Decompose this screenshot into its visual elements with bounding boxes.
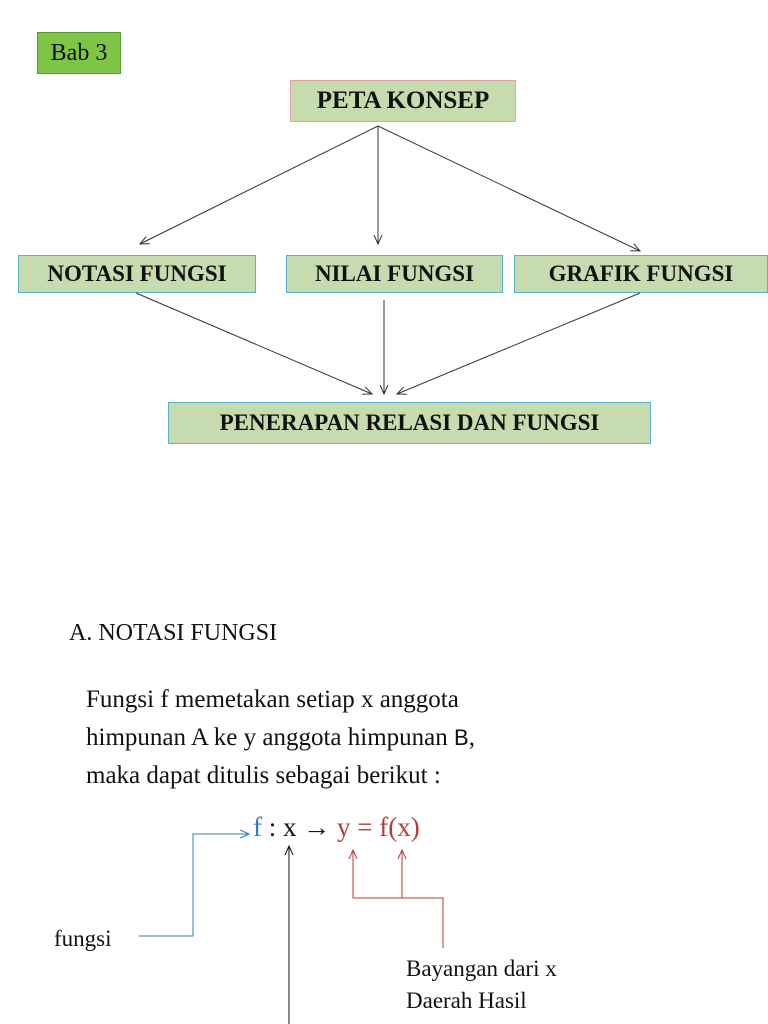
concept-map-title: PETA KONSEP [290, 80, 516, 122]
label-fungsi: fungsi [54, 926, 112, 951]
arrow-title-to-notasi [140, 126, 378, 244]
paragraph-line-3: maka dapat ditulis sebagai berikut : [86, 762, 441, 789]
arrow-title-to-grafik [378, 126, 640, 251]
node-penerapan: PENERAPAN RELASI DAN FUNGSI [168, 402, 651, 444]
section-title: A. NOTASI FUNGSI [69, 620, 278, 646]
node-grafik-fungsi: GRAFIK FUNGSI [514, 255, 768, 293]
paragraph-line-1: Fungsi f memetakan setiap x anggota [86, 686, 459, 713]
arrow-grafik-to-penerapan [397, 293, 640, 394]
formula-colon-x: : x [262, 812, 304, 842]
formula-fx: f(x) [379, 812, 420, 842]
arrow-fungsi-to-f [139, 834, 249, 936]
label-daerah-hasil: Daerah Hasil [406, 988, 527, 1013]
function-formula [253, 812, 420, 843]
label-bayangan: Bayangan dari x [406, 956, 557, 981]
paragraph-line-2a: himpunan A ke y anggota himpunan [86, 724, 455, 751]
paragraph-line-2 [86, 724, 475, 752]
formula-f: f [253, 812, 262, 842]
paragraph-line-2b: B [454, 725, 469, 750]
bracket-y-fx [353, 850, 443, 948]
arrow-notasi-to-penerapan [136, 293, 372, 394]
formula-y: y [330, 812, 351, 842]
paragraph-line-2c: , [468, 724, 475, 751]
node-nilai-fungsi: NILAI FUNGSI [286, 255, 503, 293]
node-notasi-fungsi: NOTASI FUNGSI [18, 255, 256, 293]
formula-arrow: → [303, 812, 331, 842]
formula-eq: = [350, 812, 380, 842]
chapter-label: Bab 3 [37, 32, 121, 74]
